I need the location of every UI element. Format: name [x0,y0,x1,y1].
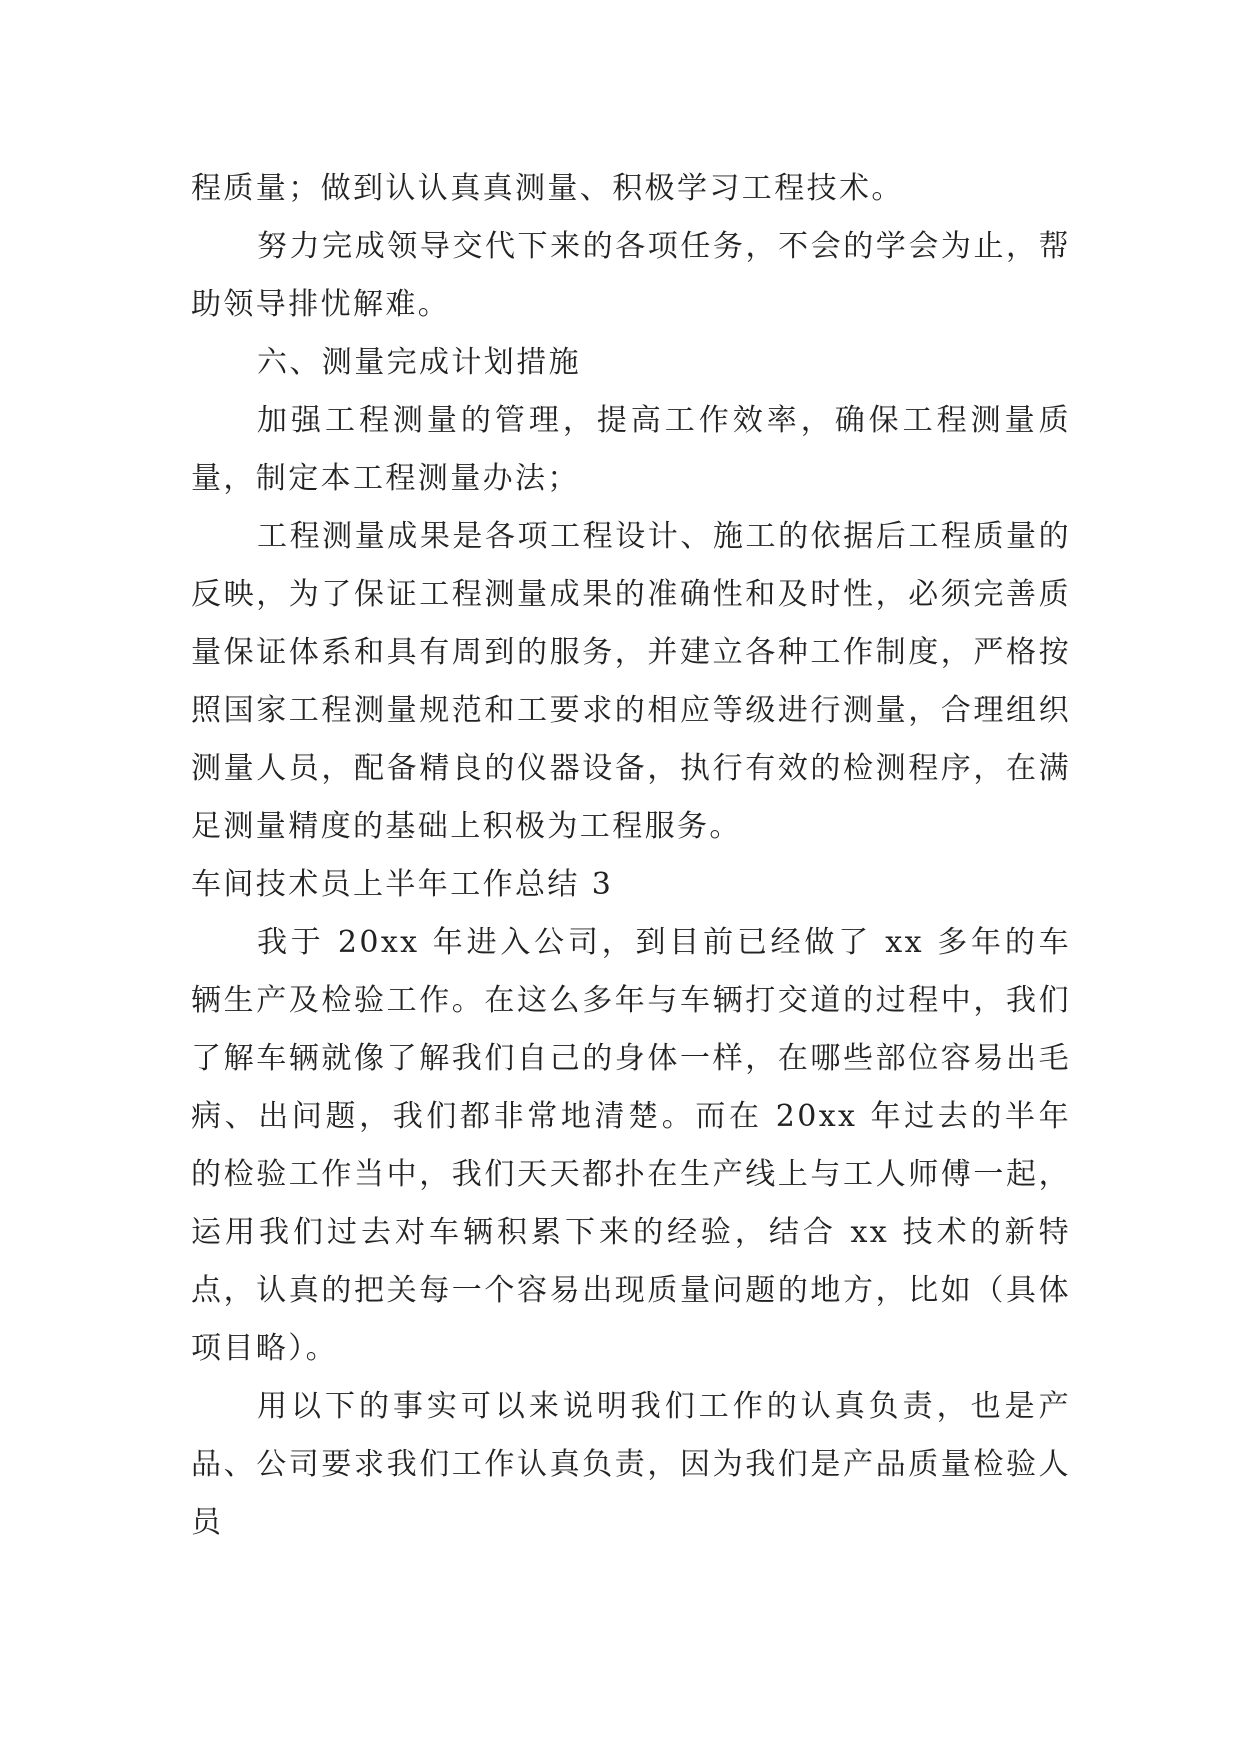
paragraph-5: 我于 20xx 年进入公司，到目前已经做了 xx 多年的车辆生产及检验工作。在这么多年与车辆打交道的过程中，我们了解车辆就像了解我们自己的身体一样，在哪些部位容易出毛病、出问题，我们都非常地清楚。而在 20xx 年过去的半年的检验工作当中，我们天天都扑在生产线上与工人师傅一起，运用我们过去对车辆积累下来的经验，结合 xx 技术的新特点，认真的把关每一个容易出现质量问题的地方，比如（具体项目略）。 [191,925,1071,1366]
paragraph-3: 加强工程测量的管理，提高工作效率，确保工程测量质量，制定本工程测量办法； [191,403,1071,496]
paragraph-1: 程质量；做到认认真真测量、积极学习工程技术。 [191,171,904,206]
paragraph-2: 努力完成领导交代下来的各项任务，不会的学会为止，帮助领导排忧解难。 [191,229,1071,322]
paragraph-4: 工程测量成果是各项工程设计、施工的依据后工程质量的反映，为了保证工程测量成果的准确性和及时性，必须完善质量保证体系和具有周到的服务，并建立各种工作制度，严格按照国家工程测量规范和工要求的相应等级进行测量，合理组织测量人员，配备精良的仪器设备，执行有效的检测程序，在满足测量精度的基础上积极为工程服务。 [191,519,1071,844]
document-body [191,160,1071,1552]
document-title: 车间技术员上半年工作总结 3 [191,867,614,902]
paragraph-6: 用以下的事实可以来说明我们工作的认真负责，也是产品、公司要求我们工作认真负责，因为我们是产品质量检验人员 [191,1389,1071,1540]
section-heading-six: 六、测量完成计划措施 [257,345,581,380]
